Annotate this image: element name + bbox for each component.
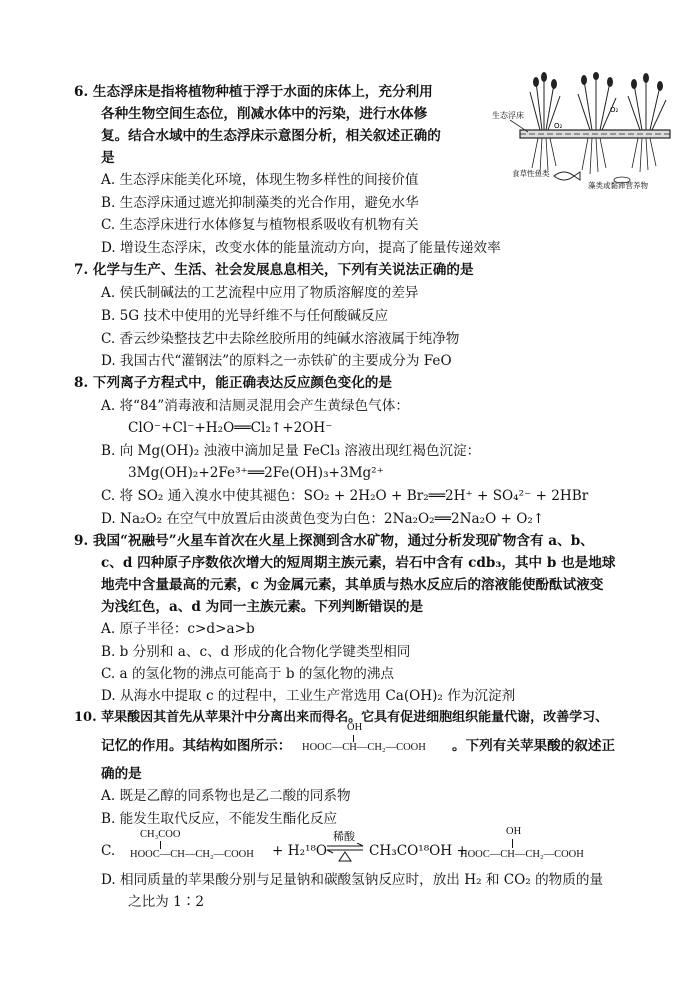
figure-label-algae: 藻类或黏滞营养物: [588, 181, 648, 190]
q8-option-a-equation: ClO⁻+Cl⁻+H₂O══Cl₂↑+2OH⁻: [128, 420, 333, 436]
malic-acid-bond: [353, 735, 354, 742]
q6-stem-line4: 是: [101, 150, 115, 166]
q8-option-a: A. 将“84”消毒液和洁厕灵混用会产生黄绿色气体：: [101, 398, 409, 414]
q9-stem-line2: c、d 四种原子序数依次增大的短周期主族元素，岩石中含有 cdb₃，其中 b 也是地球: [101, 555, 616, 571]
figure-label-float: 生态浮床: [492, 111, 524, 120]
q10-stem-line2-post: 。下列有关苹果酸的叙述正: [452, 738, 616, 754]
q10-c-reactant: HOOC—CH—CH₂—COOH: [130, 849, 254, 860]
q10-stem-line2-pre: 记忆的作用。其结构如图所示：: [101, 738, 292, 754]
q8-option-d: D. Na₂O₂ 在空气中放置后由淡黄色变为白色：2Na₂O₂══2Na₂O + O₂↑: [101, 511, 545, 527]
q9-option-b: B. b 分别和 a、c、d 形成的化合物化学键类型相同: [101, 644, 411, 660]
q8-option-b-equation: 3Mg(OH)₂+2Fe³⁺══2Fe(OH)₃+3Mg²⁺: [128, 465, 384, 481]
q7-option-a: A. 侯氏制碱法的工艺流程中应用了物质溶解度的差异: [101, 285, 419, 301]
q9-stem-line4: 为浅红色，a、d 为同一主族元素。下列判断错误的是: [101, 599, 424, 615]
q6-stem-line1: 6. 生态浮床是指将植物种植于浮于水面的床体上，充分利用: [74, 84, 433, 100]
q10-option-c-label: C.: [101, 843, 116, 859]
q9-option-d: D. 从海水中提取 c 的过程中，工业生产常选用 Ca(OH)₂ 作为沉淀剂: [101, 688, 516, 704]
q10-option-d-line1: D. 相同质量的苹果酸分别与足量钠和碳酸氢钠反应时，放出 H₂ 和 CO₂ 的物质的量: [101, 872, 604, 888]
q8-stem: 8. 下列离子方程式中，能正确表达反应颜色变化的是: [74, 375, 392, 391]
q7-option-d: D. 我国古代“灌钢法”的原料之一赤铁矿的主要成分为 FeO: [101, 353, 452, 369]
malic-acid-oh: OH: [347, 722, 363, 733]
malic-acid-structure: HOOC—CH—CH₂—COOH: [302, 742, 426, 753]
reversible-arrow-icon: [326, 843, 364, 863]
q10-option-d-line2: 之比为 1∶2: [128, 894, 204, 910]
q7-option-c: C. 香云纱染整技艺中去除丝胶所用的纯碱水溶液属于纯净物: [101, 331, 460, 347]
q6-option-a: A. 生态浮床能美化环境，体现生物多样性的间接价值: [101, 172, 419, 188]
q6-option-d: D. 增设生态浮床，改变水体的能量流动方向，提高了能量传递效率: [101, 240, 501, 256]
ecological-floating-bed-figure: [492, 72, 674, 190]
figure-label-fish: 食草性鱼类: [512, 169, 550, 178]
q7-option-b: B. 5G 技术中使用的光导纤维不与任何酸碱反应: [101, 308, 389, 324]
q10-stem-line3: 确的是: [101, 766, 142, 782]
q10-c-condition: 稀酸: [333, 831, 355, 843]
q10-c-product1: CH₃CO¹⁸OH +: [369, 843, 468, 859]
figure-label-o2-left: O₂: [554, 122, 563, 130]
q6-option-b: B. 生态浮床通过遮光抑制藻类的光合作用，避免水华: [101, 195, 419, 211]
q10-c-bond-right: [512, 839, 513, 848]
q9-option-a: A. 原子半径：c>d>a>b: [101, 621, 255, 637]
q10-c-substituent: CH₃COO: [140, 829, 181, 840]
q10-option-a: A. 既是乙醇的同系物也是乙二酸的同系物: [101, 788, 351, 804]
q10-c-bond-left: [160, 841, 161, 849]
q7-stem: 7. 化学与生产、生活、社会发展息息相关，下列有关说法正确的是: [74, 262, 474, 278]
q10-c-product-oh: OH: [506, 826, 522, 837]
q6-option-c: C. 生态浮床进行水体修复与植物根系吸收有机物有关: [101, 217, 419, 233]
q10-c-water: + H₂¹⁸O: [272, 843, 328, 859]
q6-stem-line2: 各种生物空间生态位，削减水体中的污染，进行水体修: [101, 106, 428, 122]
q9-stem-line1: 9. 我国“祝融号”火星车首次在火星上探测到含水矿物，通过分析发现矿物含有 a、b、: [74, 533, 594, 549]
q6-stem-line3: 复。结合水域中的生态浮床示意图分析，相关叙述正确的: [101, 128, 441, 144]
q10-stem-line1: 10. 苹果酸因其首先从苹果汁中分离出来而得名。它具有促进细胞组织能量代谢，改善学习、: [74, 710, 609, 725]
q9-stem-line3: 地壳中含量最高的元素，c 为金属元素，其单质与热水反应后的溶液能使酚酞试液变: [101, 577, 604, 593]
q9-option-c: C. a 的氢化物的沸点可能高于 b 的氢化物的沸点: [101, 666, 395, 682]
q8-option-c: C. 将 SO₂ 通入溴水中使其褪色：SO₂ + 2H₂O + Br₂══2H⁺ + SO₄²⁻ + 2HBr: [101, 488, 589, 504]
q8-option-b: B. 向 Mg(OH)₂ 浊液中滴加足量 FeCl₃ 溶液出现红褐色沉淀：: [101, 443, 481, 459]
q10-c-product2: HOOC—CH—CH₂—COOH: [460, 849, 584, 860]
figure-label-o2-right: O₂: [610, 106, 619, 114]
q10-option-b: B. 能发生取代反应，不能发生酯化反应: [101, 811, 338, 827]
